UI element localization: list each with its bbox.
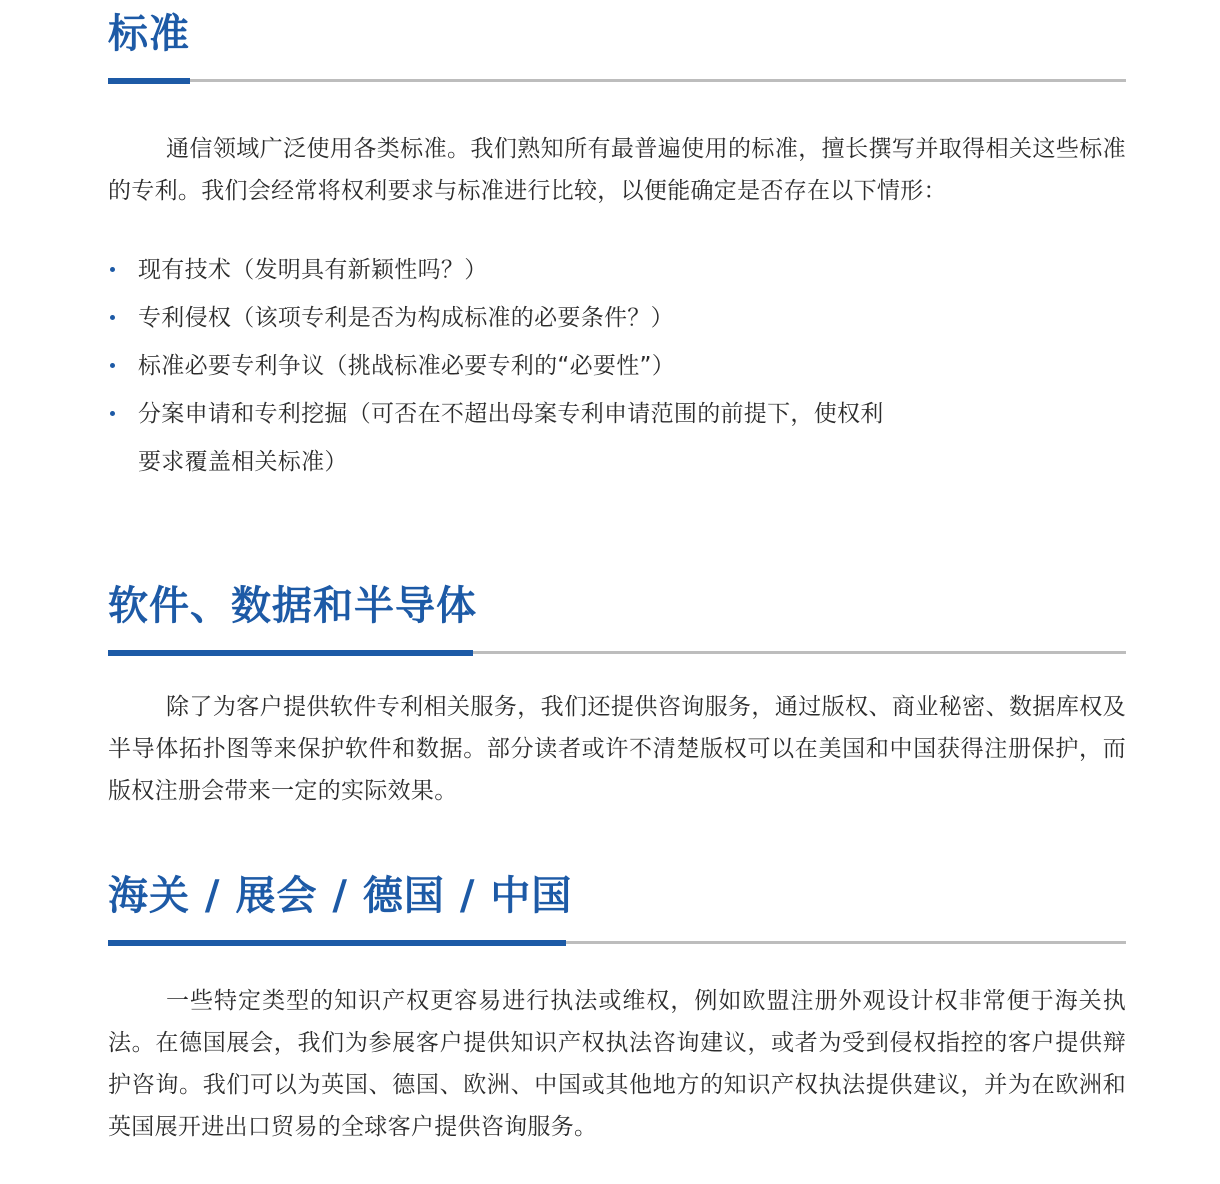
bullet-dot-icon (110, 267, 115, 272)
section-paragraph: 一些特定类型的知识产权更容易进行执法或维权，例如欧盟注册外观设计权非常便于海关执法。在德国展会，我们为参展客户提供知识产权执法咨询建议，或者为受到侵权指控的客户提供辩护咨询。我们可以为英国、德国、欧洲、中国或其他地方的知识产权执法提供建议，并为在欧洲和英国展开进出口贸易的全球客户提供咨询服务。 (108, 988, 1126, 1140)
list-item (108, 246, 1126, 294)
rule-blue-accent (108, 78, 190, 84)
section-heading: 海关 / 展会 / 德国 / 中国 (108, 872, 573, 919)
list-item (108, 390, 1126, 486)
section-heading: 软件、数据和半导体 (108, 582, 477, 629)
list-item-text: 专利侵权（该项专利是否为构成标准的必要条件？） (138, 305, 674, 331)
list-item-text-continued: 要求覆盖相关标准） (138, 449, 348, 475)
section-standards (108, 10, 1126, 486)
rule-grey-line (108, 79, 1126, 82)
section-heading: 标准 (108, 10, 190, 57)
section-paragraph: 除了为客户提供软件专利相关服务，我们还提供咨询服务，通过版权、商业秘密、数据库权及半导体拓扑图等来保护软件和数据。部分读者或许不清楚版权可以在美国和中国获得注册保护，而版权注册会带来一定的实际效果。 (108, 694, 1126, 804)
heading-rule (108, 940, 1126, 946)
bullet-dot-icon (110, 315, 115, 320)
rule-blue-accent (108, 650, 473, 656)
bullet-dot-icon (110, 411, 115, 416)
list-item-text: 现有技术（发明具有新颖性吗？） (138, 257, 488, 283)
heading-rule (108, 78, 1126, 84)
bullet-list (108, 246, 1126, 486)
section-paragraph: 通信领域广泛使用各类标准。我们熟知所有最普遍使用的标准，擅长撰写并取得相关这些标准的专利。我们会经常将权利要求与标准进行比较，以便能确定是否存在以下情形： (108, 136, 1126, 204)
list-item (108, 294, 1126, 342)
bullet-dot-icon (110, 363, 115, 368)
list-item (108, 342, 1126, 390)
section-software-data-semiconductor (108, 582, 1126, 812)
rule-blue-accent (108, 940, 566, 946)
heading-rule (108, 650, 1126, 656)
section-customs-exhibition (108, 872, 1126, 1148)
list-item-text: 标准必要专利争议（挑战标准必要专利的“必要性”） (138, 353, 676, 379)
list-item-text: 分案申请和专利挖掘（可否在不超出母案专利申请范围的前提下，使权利 (138, 401, 884, 427)
